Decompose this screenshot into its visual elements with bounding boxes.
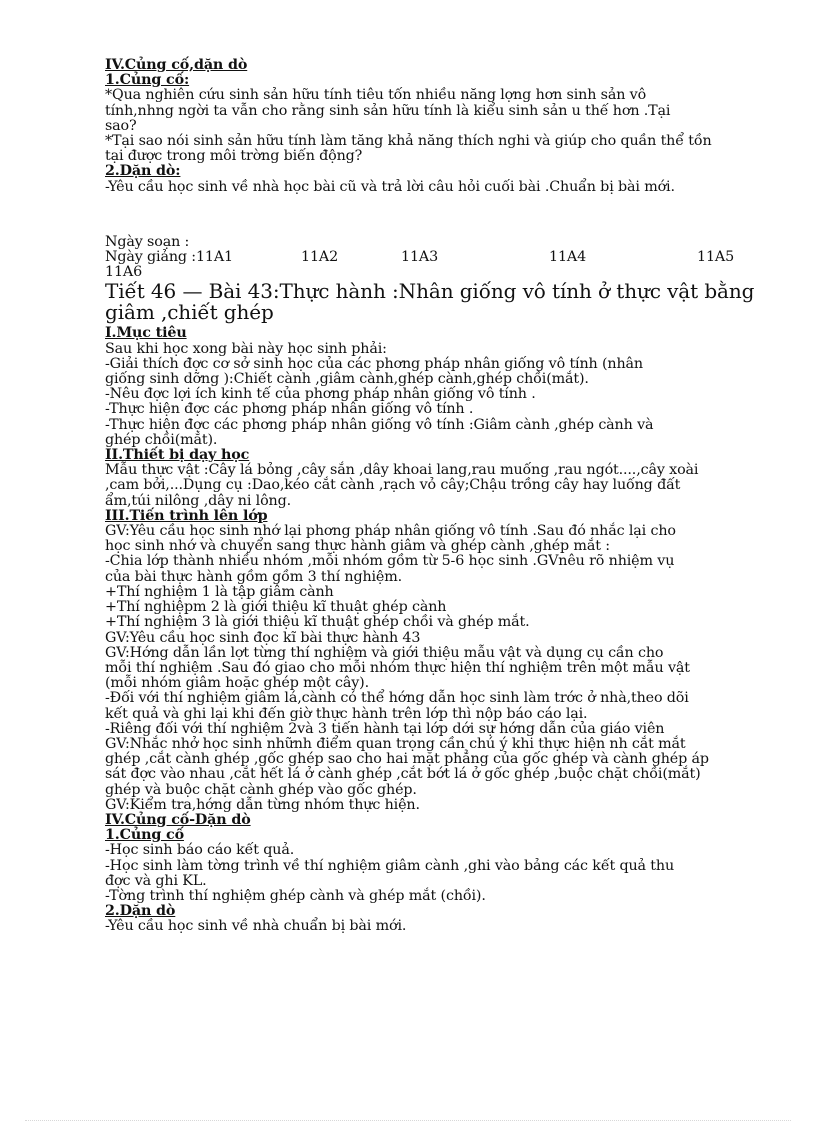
- body-line: -Thực hiện đợc các phơng pháp nhân giống vô tính :Giâm cành ,ghép cành và: [105, 416, 654, 433]
- class-11a3: 11A3: [401, 249, 439, 266]
- heading-equipment: II.Thiết bị dạy học: [105, 447, 250, 464]
- body-line: học sinh nhớ và chuyển sang thực hành giâm và ghép cành ,ghép mắt :: [105, 538, 610, 555]
- body-line: GV:Yêu cầu học sinh nhớ lại phơng pháp nhân giống vô tính .Sau đó nhắc lại cho: [105, 523, 676, 540]
- body-line: giống sinh dỡng ):Chiết cành ,giâm cành,ghép cành,ghép chồi(mắt).: [105, 371, 589, 388]
- body-line: -Thực hiện đợc các phơng pháp nhân giống vô tính .: [105, 401, 474, 418]
- body-line: -Yêu cầu học sinh về nhà chuẩn bị bài mới.: [105, 918, 407, 935]
- lesson-title-line-1: Tiết 46 — Bài 43:Thực hành :Nhân giống vô tính ở thực vật bằng: [105, 279, 755, 304]
- class-11a5: 11A5: [697, 249, 735, 266]
- class-11a2: 11A2: [301, 249, 339, 266]
- teaching-date-label: Ngày giảng :11A1: [105, 249, 233, 266]
- body-line: Mẫu thực vật :Cây lá bỏng ,cây sắn ,dây khoai lang,rau muống ,rau ngót....,cây xoài: [105, 462, 699, 479]
- body-line: GV:Yêu cầu học sinh đọc kĩ bài thực hành 43: [105, 629, 421, 646]
- body-line: -Riêng đối với thí nghiệm 2và 3 tiến hành tại lớp dới sự hớng dẫn của giáo viên: [105, 720, 665, 737]
- subheading-homework-2: 2.Dặn dò: [105, 903, 176, 920]
- body-line: GV:Kiểm tra,hớng dẫn từng nhóm thực hiện.: [105, 796, 420, 813]
- question-1-line-1: *Qua nghiên cứu sinh sản hữu tính tiêu tốn nhiều năng lợng hơn sinh sản vô: [105, 87, 647, 104]
- body-line: +Thí nghiệm 3 là giới thiệu kĩ thuật ghép chồi và ghép mắt.: [105, 614, 530, 631]
- preparation-date-label: Ngày soạn :: [105, 233, 190, 250]
- body-line: sát đợc vào nhau ,cắt hết lá ở cành ghép ,cắt bớt lá ở gốc ghép ,buộc chặt chồi(mắt): [105, 766, 701, 783]
- body-line: kết quả và ghi lại khi đến giờ thực hành trên lớp thì nộp báo cáo lại.: [105, 705, 588, 722]
- body-line: ẩm,túi nilông ,dây ni lông.: [105, 492, 291, 509]
- body-line: mỗi thí nghiệm .Sau đó giao cho mỗi nhóm thực hiện thí nghiệm trên một mẫu vật: [105, 659, 690, 676]
- body-line: ,cam bởi,...Dụng cụ :Dao,kéo cắt cành ,rạch vỏ cây;Chậu trồng cây hay luống đất: [105, 477, 681, 494]
- question-2-line-1: *Tại sao nói sinh sản hữu tính làm tăng khả năng thích nghi và giúp cho quần thể tồn: [105, 133, 712, 150]
- body-line: -Học sinh báo cáo kết quả.: [105, 842, 295, 859]
- body-line: GV:Nhắc nhở học sinh nhữnh điểm quan trọng cần chú ý khi thực hiện nh cắt mắt: [105, 735, 686, 752]
- body-line: ghép và buộc chặt cành ghép vào gốc ghép.: [105, 781, 417, 798]
- body-line: -Nêu đợc lợi ích kinh tế của phơng pháp nhân giống vô tính .: [105, 386, 536, 403]
- question-1-line-3: sao?: [105, 117, 137, 134]
- class-11a4: 11A4: [549, 249, 587, 266]
- lesson-title-line-2: giâm ,chiết ghép: [105, 300, 274, 325]
- question-1-line-2: tính,nhng ngời ta vẫn cho rằng sinh sản hữu tính là kiểu sinh sản u thế hơn .Tại: [105, 102, 671, 119]
- body-line: -Giải thích đợc cơ sở sinh học của các phơng pháp nhân giống vô tính (nhân: [105, 355, 643, 372]
- heading-review-homework: IV.Củng cố-Dặn dò: [105, 811, 251, 828]
- body-line: +Thí nghiệpm 2 là giới thiệu kĩ thuật ghép cành: [105, 599, 447, 616]
- heading-objectives: I.Mục tiêu: [105, 325, 187, 342]
- subheading-consolidation: 1.Củng cố:: [105, 72, 190, 89]
- body-line: -Tờng trình thí nghiệm ghép cành và ghép mắt (chồi).: [105, 887, 486, 904]
- body-line: -Chia lớp thành nhiều nhóm ,mỗi nhóm gồm từ 5-6 học sinh .GVnêu rõ nhiệm vụ: [105, 553, 675, 570]
- body-line: GV:Hớng dẫn lần lợt từng thí nghiệm và giới thiệu mẫu vật và dụng cụ cần cho: [105, 644, 664, 661]
- body-line: ghép chồi(mắt).: [105, 431, 218, 448]
- body-line: đợc và ghi KL.: [105, 872, 207, 889]
- teaching-schedule-row: [105, 250, 760, 265]
- body-line: ghép ,cắt cành ghép ,gốc ghép sao cho hai mặt phẳng của gốc ghép và cành ghép áp: [105, 751, 709, 768]
- question-2-line-2: tại được trong môi trờng biến động?: [105, 148, 363, 165]
- heading-procedure: III.Tiến trình lên lớp: [105, 507, 268, 524]
- body-line: +Thí nghiệm 1 là tập giâm cành: [105, 583, 334, 600]
- subheading-homework: 2.Dặn dò:: [105, 163, 181, 180]
- section-heading-review: IV.Củng cố,dặn dò: [105, 57, 248, 73]
- page-bottom-divider: [25, 1120, 791, 1121]
- homework-task: -Yêu cầu học sinh về nhà học bài cũ và trả lời câu hỏi cuối bài .Chuẩn bị bài mới.: [105, 178, 675, 195]
- body-line: của bài thực hành gồm gồm 3 thí nghiệm.: [105, 568, 403, 585]
- body-line: Sau khi học xong bài này học sinh phải:: [105, 340, 387, 357]
- class-11a6: 11A6: [105, 264, 143, 281]
- body-line: (mỗi nhóm giâm hoặc ghép một cây).: [105, 675, 369, 692]
- body-line: -Đối với thí nghiệm giâm lá,cành có thể hớng dẫn học sinh làm trớc ở nhà,theo dõi: [105, 690, 689, 707]
- subheading-consolidation-2: 1.Củng cố: [105, 827, 184, 844]
- body-line: -Học sinh làm tờng trình về thí nghiệm giâm cành ,ghi vào bảng các kết quả thu: [105, 857, 674, 874]
- document-page: [105, 58, 760, 935]
